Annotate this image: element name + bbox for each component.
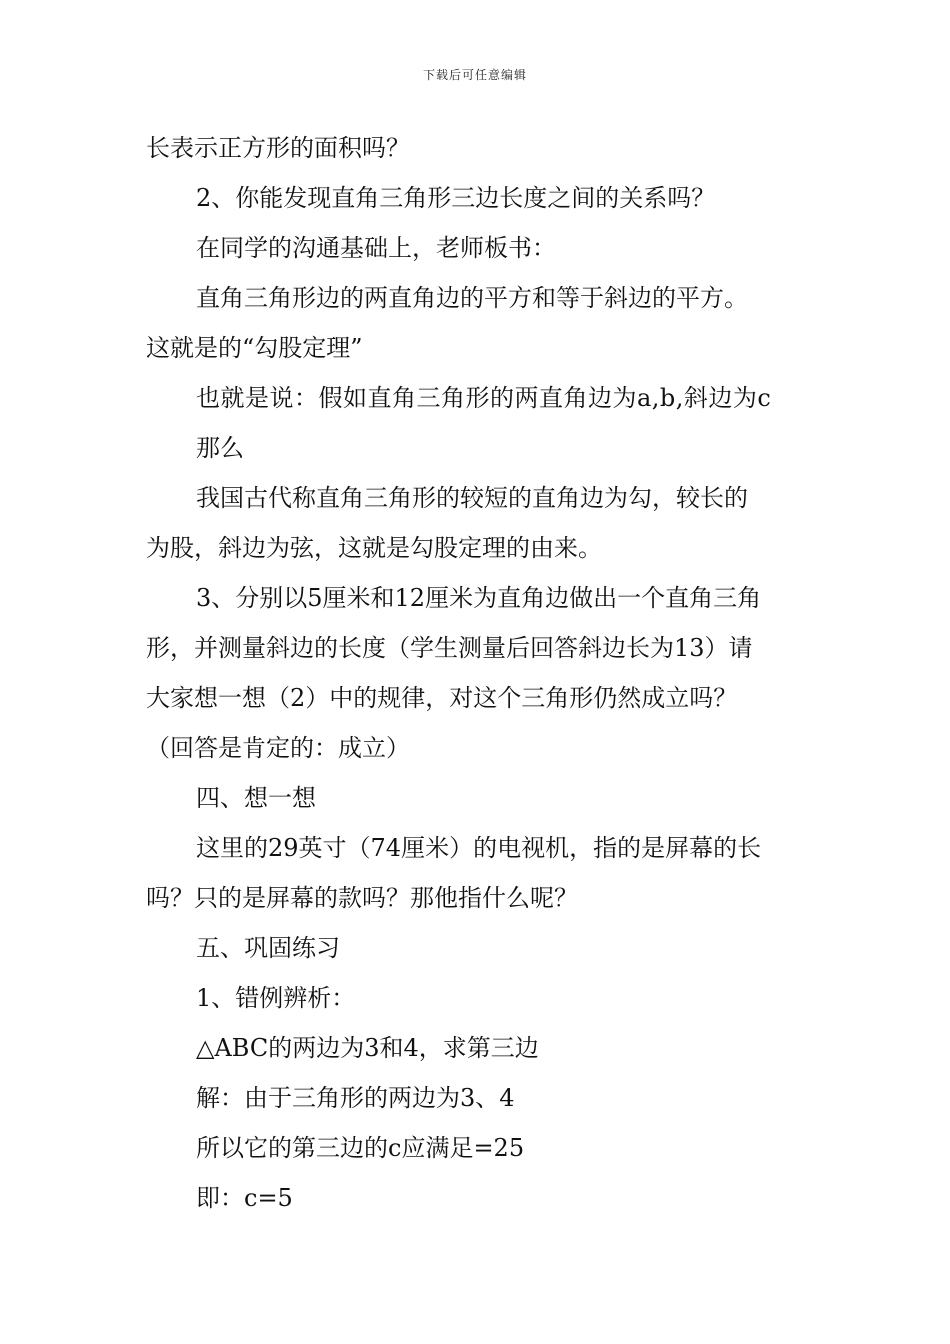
- text-line: 也就是说：假如直角三角形的两直角边为a,b,斜边为c: [196, 384, 772, 412]
- text-line: 长表示正方形的面积吗？: [146, 134, 410, 162]
- text-line: 我国古代称直角三角形的较短的直角边为勾，较长的: [196, 484, 748, 512]
- text-line: 这里的29英寸（74厘米）的电视机，指的是屏幕的长: [196, 834, 762, 862]
- text-line: △ABC的两边为3和4，求第三边: [196, 1034, 539, 1062]
- text-line: 形，并测量斜边的长度（学生测量后回答斜边长为13）请: [146, 634, 753, 662]
- document-body: [146, 130, 810, 1230]
- text-line: 直角三角形边的两直角边的平方和等于斜边的平方。: [196, 284, 748, 312]
- text-line: 为股，斜边为弦，这就是勾股定理的由来。: [146, 534, 602, 562]
- text-line: 这就是的“勾股定理”: [146, 334, 363, 362]
- text-line: 在同学的沟通基础上，老师板书：: [196, 234, 556, 262]
- text-line: 解：由于三角形的两边为3、4: [196, 1084, 515, 1112]
- text-line: 吗？只的是屏幕的款吗？那他指什么呢？: [146, 884, 578, 912]
- text-line: 所以它的第三边的c应满足=25: [196, 1134, 525, 1162]
- text-line: 3、分别以5厘米和12厘米为直角边做出一个直角三角: [196, 584, 762, 612]
- text-line: 即：c=5: [196, 1184, 293, 1212]
- text-line: （回答是肯定的：成立）: [146, 734, 410, 762]
- section-heading: 四、想一想: [196, 784, 316, 812]
- text-line: 那么: [196, 434, 244, 462]
- page-header-note: 下载后可任意编辑: [422, 68, 527, 82]
- text-line: 大家想一想（2）中的规律，对这个三角形仍然成立吗？: [146, 684, 738, 712]
- text-line: 2、你能发现直角三角形三边长度之间的关系吗？: [196, 184, 716, 212]
- text-line: 1、错例辨析：: [196, 984, 356, 1012]
- section-heading: 五、巩固练习: [196, 934, 340, 962]
